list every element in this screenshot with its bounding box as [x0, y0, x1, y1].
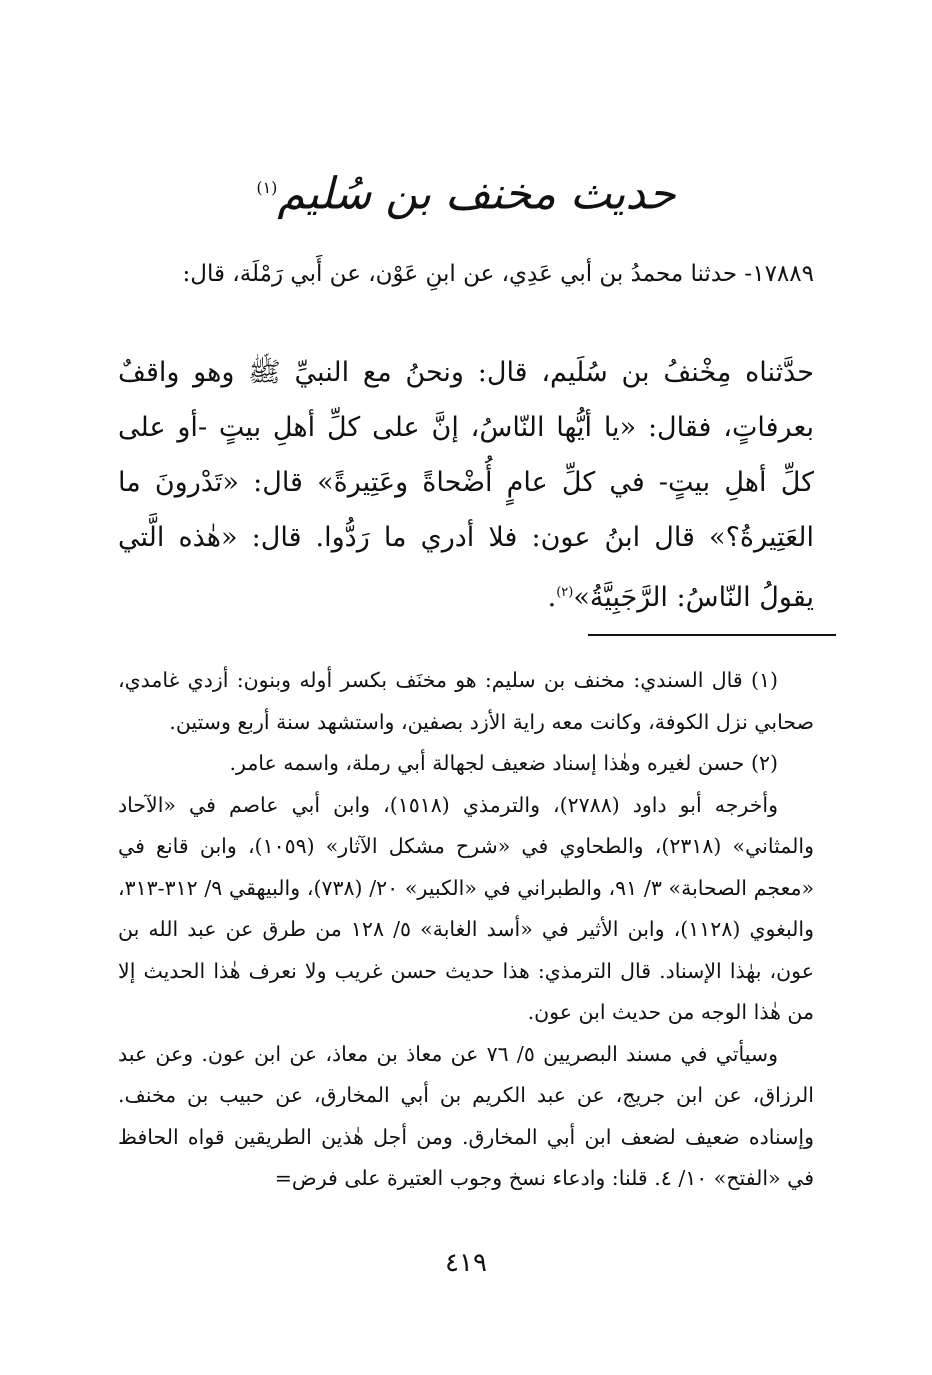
- footnotes: [118, 660, 814, 1200]
- hadith-chain: ١٧٨٨٩- حدثنا محمدُ بن أبي عَدِي، عن ابنِ عَوْن، عن أَبي رَمْلَة، قال:: [182, 261, 814, 287]
- footnote-separator: [588, 634, 836, 636]
- hadith-text-body: حدَّثناه مِخْنفُ بن سُلَيم، قال: ونحنُ مع النبيِّ ﷺ وهو واقفٌ بعرفاتٍ، فقال: «يا أيُّها النّاسُ، إنَّ على كلِّ أهلِ بيتٍ -أو على كلِّ أهلِ بيتٍ- في كلِّ عامٍ أُضْحاةً وعَتِيرةً» قال: «تَدْرونَ ما العَتِيرةُ؟» قال ابنُ عون: فلا أدري ما رَدُّوا. قال: «هٰذه الَّتي يقولُ النّاسُ: الرَّجَبِيَّةُ»: [118, 357, 814, 613]
- footnote-2-continuation: وسيأتي في مسند البصريين ٥/ ٧٦ عن معاذ بن معاذ، عن ابن عون. وعن عبد الرزاق، عن ابن جريج، عن عبد الكريم بن أبي المخارق، عن حبيب بن مخنف. وإسناده ضعيف لضعف ابن أبي المخارق. ومن أجل هٰذين الطريقين قواه الحافظ في «الفتح» ١٠/ ٤. قلنا: وادعاء نسخ وجوب العتيرة على فرض=: [118, 1041, 814, 1190]
- hadith-footnote-marker: (٢): [556, 585, 574, 600]
- hadith-text: حدَّثناه مِخْنفُ بن سُلَيم، قال: ونحنُ مع النبيِّ ﷺ وهو واقفٌ بعرفاتٍ، فقال: «يا أيُّها النّاسُ، إنَّ على كلِّ أهلِ بيتٍ -أو على كلِّ أهلِ بيتٍ- في كلِّ عامٍ أُضْحاةً وعَتِيرةً» قال: «تَدْرونَ ما العَتِيرةُ؟» قال ابنُ عون: فلا أدري ما رَدُّوا. قال: «هٰذه الَّتي يقولُ النّاسُ: الرَّجَبِيَّةُ»$^{(٢)}$.: [118, 357, 814, 613]
- title-footnote-marker: (١): [256, 178, 278, 197]
- chapter-title: [0, 158, 932, 225]
- page-number: ٤١٩: [445, 1248, 487, 1278]
- footnote-2-sources: وأخرجه أبو داود (٢٧٨٨)، والترمذي (١٥١٨)، وابن أبي عاصم في «الآحاد والمثاني» (٢٣١٨)، والطحاوي في «شرح مشكل الآثار» (١٠٥٩)، وابن قانع في «معجم الصحابة» ٣/ ٩١، والطبراني في «الكبير» ٢٠/ (٧٣٨)، والبيهقي ٩/ ٣١٢-٣١٣، والبغوي (١١٢٨)، وابن الأثير في «أسد الغابة» ٥/ ١٢٨ من طرق عن عبد الله بن عون، بهٰذا الإسناد. قال الترمذي: هذا حديث حسن غريب ولا نعرف هٰذا الحديث إلا من هٰذا الوجه من حديث ابن عون.: [118, 792, 815, 1024]
- chapter-title-text: حديث مخنف بن سُليم: [277, 168, 676, 220]
- footnote-1: (١) قال السندي: مخنف بن سليم: هو مخنَف بكسر أوله وبنون: أزدي غامدي، صحابي نزل الكوفة، وكانت معه راية الأزد بصفين، واستشهد سنة أربع وستين.: [118, 668, 814, 734]
- footnote-2: (٢) حسن لغيره وهٰذا إسناد ضعيف لجهالة أبي رملة، واسمه عامر.: [229, 751, 778, 775]
